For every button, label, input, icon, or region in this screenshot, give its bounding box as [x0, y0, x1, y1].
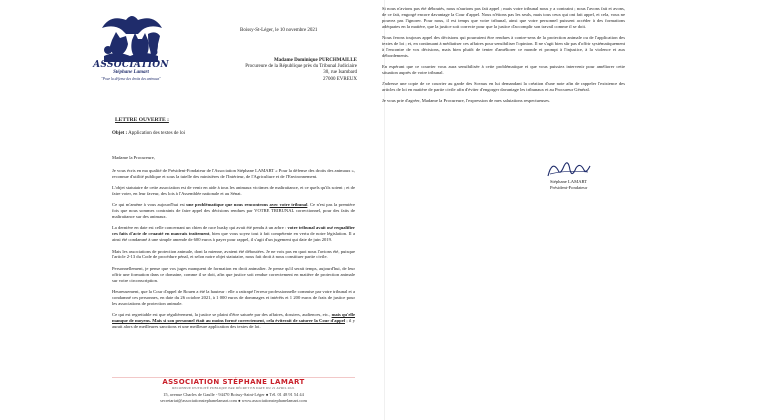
logo-tagline: "Pour la défense des droits des animaux" [101, 77, 161, 81]
footer-title: ASSOCIATION STÉPHANE LAMART [162, 378, 305, 386]
recipient-name: Madame Dominique PURCHMAILLE [273, 58, 357, 63]
association-logo [92, 10, 170, 84]
paragraph: Mais les associations de protection animale, dont la mienne, avaient été déboutées. Je ne vois pas en quoi nous l'avions été, puisque l'article 2-13 du Code de procédure pénal, et selon notre objet statutaire, nous fait droit à nous constituer partie civile. [112, 248, 355, 260]
signatory-name: Stéphane LAMART [550, 179, 588, 184]
footer-address: 15, avenue Charles de Gaulle - 94470 Boissy-Saint-Léger ● Tél. 01 48 91 54 44 [163, 392, 304, 397]
recipient-city: 27000 EVREUX [322, 76, 357, 82]
paragraph: Je vous écris en ma qualité de Président-Fondateur de l'Association Stéphane LAMART « Pour la défense des droits des animaux », reconnue d'utilité publique et sous la tutelle des ministères de l'Intérieur, de l'Agriculture et de l'Environnement. [112, 167, 355, 179]
paragraph: Je vous prie d'agréer, Madame la Procureure, l'expression de mes salutations respectueuses. [382, 98, 551, 104]
paragraph: Nous ferons toujours appel des décisions qui pourraient être rendues à contre-sens de la protection animale ou de l'application des textes de loi ; et, en continuant à médiatiser ces affaires pour sensibiliser l'opinion. Il ne s'agit bien sûr pas d'offrir systématiquement à l'encontre de vos décisions, mais bien plutôt de tenter d'améliorer ce monde et prompt à l'injustice, à la violence et aux débordements. [382, 35, 625, 58]
paragraph: J'adresse une copie de ce courrier au garde des Sceaux en lui demandant la création d'une note afin de rappeler l'existence des articles de loi en matière de partie civile afin d'éviter d'engorger davantage les tribunaux et au Procureur Général. [382, 81, 625, 93]
paragraph: L'objet statutaire de cette association est de venir en aide à tous les animaux victimes de maltraitance, et ce quels qu'ils soient ; et de faire voter, en leur faveur, des lois à l'Assemblée nationale et au Sénat. [112, 185, 355, 197]
logo-subname: Stéphane Lamart [113, 70, 149, 75]
letter-footer [112, 378, 355, 404]
paragraph: En espérant que ce courrier vous aura sensibilisée à cette problématique et que vous puissiez intervenir pour améliorer cette situation auprès de votre tribunal. [382, 64, 625, 75]
signatory-role: Président-Fondateur [550, 184, 588, 190]
footer-recognition: RECONNUE D'UTILITÉ PUBLIQUE PAR DÉCRET EN DATE DU 21 AVRIL 2021 [172, 386, 295, 390]
letter-date: Boissy-St-Léger, le 10 novembre 2021 [240, 28, 318, 33]
letter-heading: LETTRE OUVERTE : [115, 117, 169, 123]
signature-block [530, 156, 630, 194]
paragraph: Ce qui est regrettable est que régulièrement, la justice se plaint d'être saturée par des affaires, dossiers, audiences, etc., mais qu'elle manque de moyens. Mais si son personnel était au moins formé correctement, cela éviterait de saturer la Cour d'appel ; il y aurait alors de meilleures sanctions et une meilleure application des textes de loi. [112, 311, 356, 329]
paragraph: Personnellement, je pense que vos juges manquent de formation en droit animalier. Je pense qu'il serait temps, aujourd'hui, de leur offrir une formation dans ce domaine, comme il se doit, afin que justice soit rendue correctement en matière de protection animale sur votre circonscription. [112, 265, 355, 283]
letter-body-left [112, 155, 355, 335]
paragraph: La dernière en date est celle concernant un chien de race husky qui avait été pendu à un arbre : votre tribunal avait osé requalifier ces faits d'acte de cruauté en mauvais traitement, bien que vous soyez tout à fait compétente en vertu de notre législation. Il a ainsi été condamné à une simple amende de 600 euros à payer pour rappel, il s'agit d'un jugement qui date de juin 2019. [112, 225, 355, 243]
letter-body-right [382, 6, 625, 110]
animals-silhouette-icon [92, 10, 170, 64]
paragraph: Heureusement, que la Cour d'appel de Rouen a été la hauteur : elle a rattrapé l'erreur professionnelle commise par votre tribunal et a condamné ces personnes, en date du 26 octobre 2021, à 1 000 euros de dommages et intérêts et 1 200 euros de frais de justice pour les associations de protection animale. [112, 288, 355, 306]
recipient-block [229, 58, 357, 83]
logo-name: ASSOCIATION [93, 60, 169, 70]
subject-label: Objet : [112, 131, 128, 136]
recipient-title: Procureure de la République près du Tribunal Judiciaire [245, 64, 357, 70]
footer-contact: secretariat@associationstephanelamart.com ● www.associationstephanelamart.com [160, 398, 307, 403]
letter-subject [112, 131, 185, 136]
salutation: Madame la Procureure, [112, 155, 155, 160]
subject-text: Application des textes de loi [128, 131, 186, 136]
recipient-street: 30, rue Isambard [323, 70, 357, 76]
paragraph: Ce qui m'amène à vous aujourd'hui est une problématique que nous rencontrons avec votre tribunal. Ce n'est pas la première fois que nous sommes contraints de faire appel des décisions rendues par VOTRE TRIBUNAL correctionnel, pour des faits de maltraitance sur des animaux. [112, 202, 356, 220]
paragraph: Si nous n'avions pas été déboutés, nous n'aurions pas fait appel ; mais votre tribunal nous y a contraint ; nous l'avons fait et avons, de ce fait, engorgé encore davantage la Cour d'appel. Nous n'étions pas les seuls, mais tous ceux qui ont fait appel, et cela, vous ne pouvez pas l'ignorer. Pour nous, il est temps que votre tribunal, ainsi que votre personnel puissent accéder à des formations adéquates en la matière, que la justice soit correcte pour que la justice d'accomplir son travail comme il se doit. [382, 6, 625, 29]
